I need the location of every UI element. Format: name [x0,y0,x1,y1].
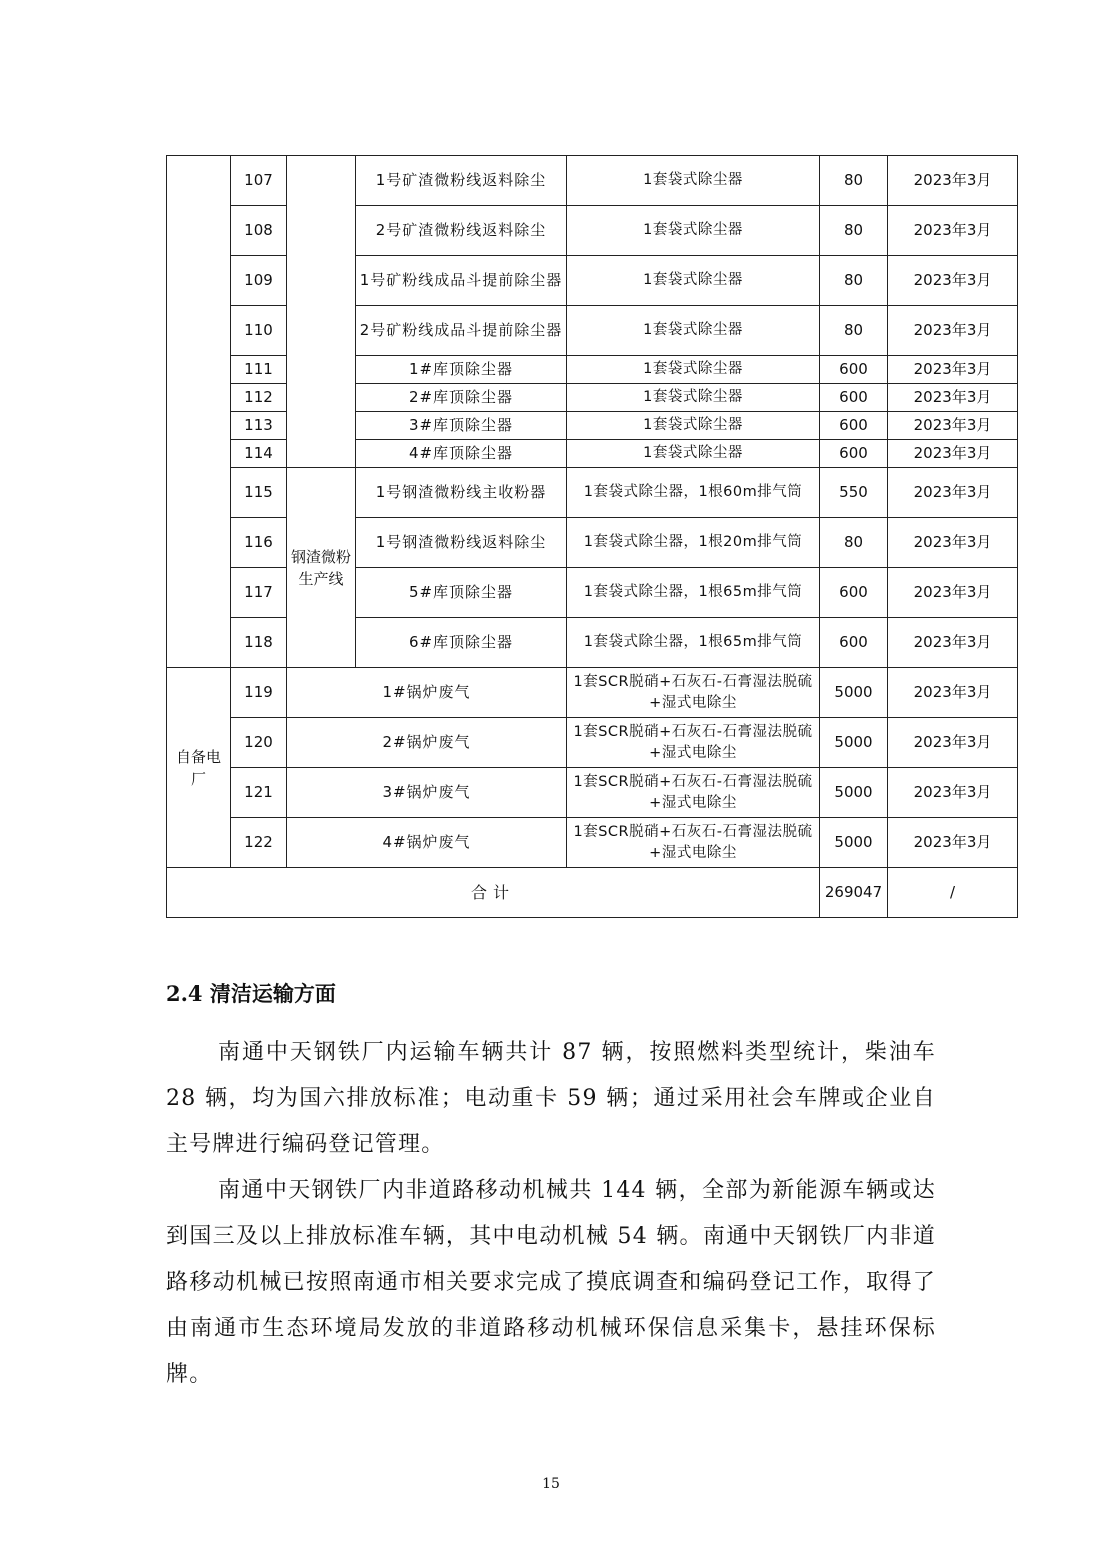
total-date: / [888,868,1018,918]
completion-date: 2023年3月 [888,618,1018,668]
completion-date: 2023年3月 [888,356,1018,384]
control-measure: 1套袋式除尘器，1根65m排气筒 [567,568,820,618]
emission-value: 80 [820,306,888,356]
source-name: 4#锅炉废气 [287,818,567,868]
emission-value: 5000 [820,768,888,818]
completion-date: 2023年3月 [888,256,1018,306]
emission-value: 80 [820,206,888,256]
control-measure: 1套袋式除尘器 [567,206,820,256]
source-name: 1#库顶除尘器 [356,356,567,384]
emission-value: 5000 [820,818,888,868]
table-row [167,156,1018,206]
row-number: 117 [231,568,287,618]
completion-date: 2023年3月 [888,440,1018,468]
completion-date: 2023年3月 [888,718,1018,768]
row-number: 122 [231,818,287,868]
row-number: 108 [231,206,287,256]
category-cell-power-plant: 自备电厂 [167,668,231,868]
table-row [167,668,1018,718]
completion-date: 2023年3月 [888,768,1018,818]
row-number: 118 [231,618,287,668]
category-cell-blank [167,156,231,668]
source-name: 4#库顶除尘器 [356,440,567,468]
source-name: 5#库顶除尘器 [356,568,567,618]
completion-date: 2023年3月 [888,568,1018,618]
page-number: 15 [542,1476,560,1492]
source-name: 3#锅炉废气 [287,768,567,818]
control-measure: 1套SCR脱硝+石灰石-石膏湿法脱硫+湿式电除尘 [567,718,820,768]
completion-date: 2023年3月 [888,384,1018,412]
source-name: 3#库顶除尘器 [356,412,567,440]
row-number: 111 [231,356,287,384]
emission-value: 80 [820,256,888,306]
source-name: 6#库顶除尘器 [356,618,567,668]
control-measure: 1套袋式除尘器 [567,384,820,412]
emission-value: 80 [820,518,888,568]
row-number: 116 [231,518,287,568]
row-number: 113 [231,412,287,440]
emission-value: 600 [820,356,888,384]
table-row [167,468,1018,518]
completion-date: 2023年3月 [888,518,1018,568]
completion-date: 2023年3月 [888,156,1018,206]
source-name: 1号钢渣微粉线返料除尘 [356,518,567,568]
subcategory-cell-blank [287,156,356,468]
source-name: 2#锅炉废气 [287,718,567,768]
control-measure: 1套袋式除尘器 [567,156,820,206]
completion-date: 2023年3月 [888,306,1018,356]
row-number: 114 [231,440,287,468]
emission-value: 600 [820,618,888,668]
emission-value: 600 [820,440,888,468]
source-name: 1号矿渣微粉线返料除尘 [356,156,567,206]
source-name: 2号矿渣微粉线返料除尘 [356,206,567,256]
row-number: 120 [231,718,287,768]
subcategory-cell-steel-slag: 钢渣微粉生产线 [287,468,356,668]
row-number: 121 [231,768,287,818]
row-number: 119 [231,668,287,718]
total-label: 合计 [167,868,820,918]
table-row [167,718,1018,768]
section-heading: 2.4 清洁运输方面 [166,981,336,1006]
control-measure: 1套SCR脱硝+石灰石-石膏湿法脱硫+湿式电除尘 [567,668,820,718]
completion-date: 2023年3月 [888,206,1018,256]
paragraph-nonroad-machinery: 南通中天钢铁厂内非道路移动机械共 144 辆，全部为新能源车辆或达到国三及以上排放标准车辆，其中电动机械 54 辆。南通中天钢铁厂内非道路移动机械已按照南通市相关要求完成了摸底调查和编码登记工作，取得了由南通市生态环境局发放的非道路移动机械环保信息采集卡，悬挂环保标牌。 [166,1178,936,1387]
emission-value: 5000 [820,668,888,718]
control-measure: 1套SCR脱硝+石灰石-石膏湿法脱硫+湿式电除尘 [567,818,820,868]
source-name: 2#库顶除尘器 [356,384,567,412]
emission-value: 600 [820,412,888,440]
row-number: 110 [231,306,287,356]
emission-value: 600 [820,568,888,618]
total-value: 269047 [820,868,888,918]
completion-date: 2023年3月 [888,818,1018,868]
row-number: 109 [231,256,287,306]
control-measure: 1套袋式除尘器，1根65m排气筒 [567,618,820,668]
source-name: 2号矿粉线成品斗提前除尘器 [356,306,567,356]
emission-value: 600 [820,384,888,412]
completion-date: 2023年3月 [888,668,1018,718]
control-measure: 1套袋式除尘器 [567,412,820,440]
source-name: 1#锅炉废气 [287,668,567,718]
source-name: 1号钢渣微粉线主收粉器 [356,468,567,518]
emission-value: 80 [820,156,888,206]
control-measure: 1套袋式除尘器 [567,356,820,384]
table-row [167,818,1018,868]
emission-value: 550 [820,468,888,518]
control-measure: 1套袋式除尘器 [567,306,820,356]
emission-value: 5000 [820,718,888,768]
control-measure: 1套袋式除尘器 [567,440,820,468]
table-row [167,768,1018,818]
row-number: 112 [231,384,287,412]
completion-date: 2023年3月 [888,412,1018,440]
control-measure: 1套SCR脱硝+石灰石-石膏湿法脱硫+湿式电除尘 [567,768,820,818]
emission-control-table [166,155,1018,918]
total-row [167,868,1018,918]
row-number: 115 [231,468,287,518]
row-number: 107 [231,156,287,206]
control-measure: 1套袋式除尘器，1根60m排气筒 [567,468,820,518]
control-measure: 1套袋式除尘器，1根20m排气筒 [567,518,820,568]
paragraph-transport-vehicles: 南通中天钢铁厂内运输车辆共计 87 辆，按照燃料类型统计，柴油车 28 辆，均为国六排放标准；电动重卡 59 辆；通过采用社会车牌或企业自主号牌进行编码登记管理。 [166,1040,936,1157]
completion-date: 2023年3月 [888,468,1018,518]
control-measure: 1套袋式除尘器 [567,256,820,306]
source-name: 1号矿粉线成品斗提前除尘器 [356,256,567,306]
